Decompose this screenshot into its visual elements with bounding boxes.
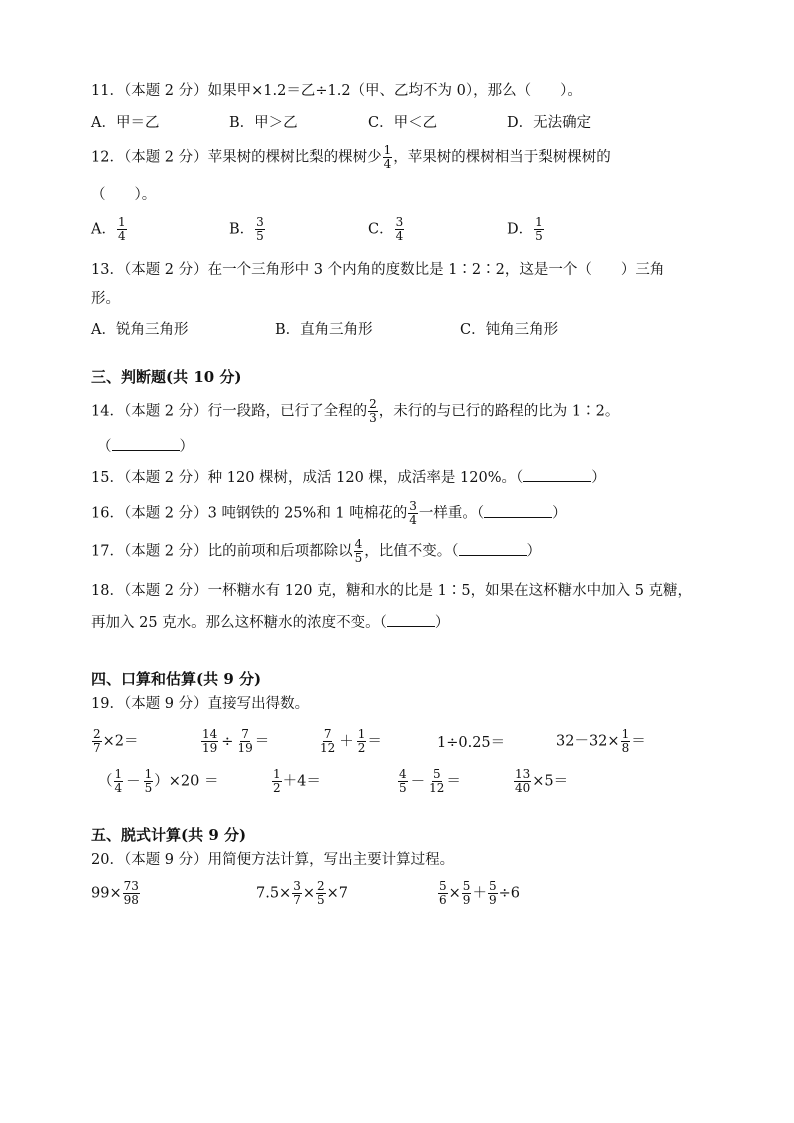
q13-stem: 13．（本题 2 分）在一个三角形中 3 个内角的度数比是 1∶2∶2，这是一个（ ）三角 [91, 262, 665, 278]
q14-blank-line[interactable] [112, 438, 180, 451]
q19-expr-5: 32－32× $\frac{1}{8}$ ＝ [556, 727, 646, 756]
q13-option-c[interactable]: C．钝角三角形 [460, 322, 559, 338]
q11-option-c[interactable]: C．甲＜乙 [368, 115, 438, 131]
q14-answer-blank[interactable]: （ ） [97, 439, 194, 455]
q12-option-b[interactable]: B． $\frac{3}{5}$ [229, 215, 264, 244]
q19-expr-6: （ $\frac{1}{4}$ － $\frac{1}{5}$ ）×20 ＝ [98, 767, 219, 796]
q12-option-a[interactable]: A． $\frac{1}{4}$ [91, 215, 126, 244]
section-3-title: 三、判断题(共 10 分) [91, 368, 242, 386]
q17-blank-line[interactable] [459, 543, 527, 556]
section-5-title: 五、脱式计算(共 9 分) [91, 826, 247, 844]
q12-option-c[interactable]: C． $\frac{3}{4}$ [368, 215, 404, 244]
q16-stem: 16．（本题 2 分）3 吨钢铁的 25%和 1 吨棉花的 $\frac{3}{4}$ 一样重。（ ） [91, 499, 567, 528]
q12-stem-cont: （ ）。 [91, 187, 157, 203]
q16-blank-line[interactable] [484, 505, 552, 518]
q14-fraction: $\frac{2}{3}$ [369, 397, 377, 426]
q19-stem: 19．（本题 9 分）直接写出得数。 [91, 696, 310, 712]
q12-option-d[interactable]: D． $\frac{1}{5}$ [507, 215, 543, 244]
section-4-title: 四、口算和估算(共 9 分) [91, 670, 262, 688]
q19-expr-1: $\frac{2}{7}$ ×2＝ [93, 727, 139, 756]
q19-expr-3: $\frac{7}{12}$ ＋ $\frac{1}{2}$ ＝ [320, 727, 382, 756]
q11-option-b[interactable]: B．甲＞乙 [229, 115, 298, 131]
q19-expr-4: 1÷0.25＝ [437, 735, 506, 751]
q12-stem [91, 144, 611, 171]
q11-stem: 11．（本题 2 分）如果甲×1.2＝乙÷1.2（甲、乙均不为 0），那么（ ）。 [91, 83, 582, 99]
q20-calc-1: 99× $\frac{73}{98}$ [91, 879, 139, 908]
q15-stem: 15．（本题 2 分）种 120 棵树，成活 120 棵，成活率是 120%。（ ） [91, 470, 606, 486]
q11-option-d[interactable]: D．无法确定 [507, 115, 592, 131]
q19-expr-2: $\frac{14}{19}$ ÷ $\frac{7}{19}$ ＝ [202, 727, 270, 756]
q13-stem-cont: 形。 [91, 291, 120, 307]
q20-calc-2: 7.5× $\frac{3}{7}$ × $\frac{2}{5}$ ×7 [256, 879, 349, 908]
q19-expr-8: $\frac{4}{5}$ － $\frac{5}{12}$ ＝ [399, 767, 461, 796]
q18-stem: 18．（本题 2 分）一杯糖水有 120 克，糖和水的比是 1∶5，如果在这杯糖水中加入 5 克糖， [91, 583, 693, 599]
q20-stem: 20．（本题 9 分）用简便方法计算，写出主要计算过程。 [91, 852, 455, 868]
q12-text-a: 12．（本题 2 分）苹果树的棵树比梨的棵树少 [91, 149, 382, 166]
q13-option-a[interactable]: A．锐角三角形 [91, 322, 189, 338]
q19-expr-9: $\frac{13}{40}$ ×5＝ [515, 767, 569, 796]
q13-option-b[interactable]: B．直角三角形 [275, 322, 373, 338]
q20-calc-3: $\frac{5}{6}$ × $\frac{5}{9}$ ＋ $\frac{5}{9}$ ÷6 [439, 879, 520, 908]
q11-option-a[interactable]: A．甲＝乙 [91, 115, 160, 131]
q12-text-b: ，苹果树的棵树相当于梨树棵树的 [393, 149, 611, 166]
q14-stem: 14．（本题 2 分）行一段路，已行了全程的 $\frac{2}{3}$ ，未行的与已行的路程的比为 1∶2。 [91, 397, 620, 426]
q17-stem: 17．（本题 2 分）比的前项和后项都除以 $\frac{4}{5}$ ，比值不变。（ ） [91, 537, 542, 566]
q16-fraction: $\frac{3}{4}$ [409, 499, 417, 528]
q17-fraction: $\frac{4}{5}$ [354, 537, 363, 566]
q15-blank-line[interactable] [523, 469, 591, 482]
q18-blank-line[interactable] [387, 614, 435, 627]
q12-fraction: $\frac{1}{4}$ [383, 143, 392, 172]
q18-stem-cont: 再加入 25 克水。那么这杯糖水的浓度不变。（ ） [91, 615, 450, 631]
q19-expr-7: $\frac{1}{2}$ ＋4＝ [273, 767, 321, 796]
